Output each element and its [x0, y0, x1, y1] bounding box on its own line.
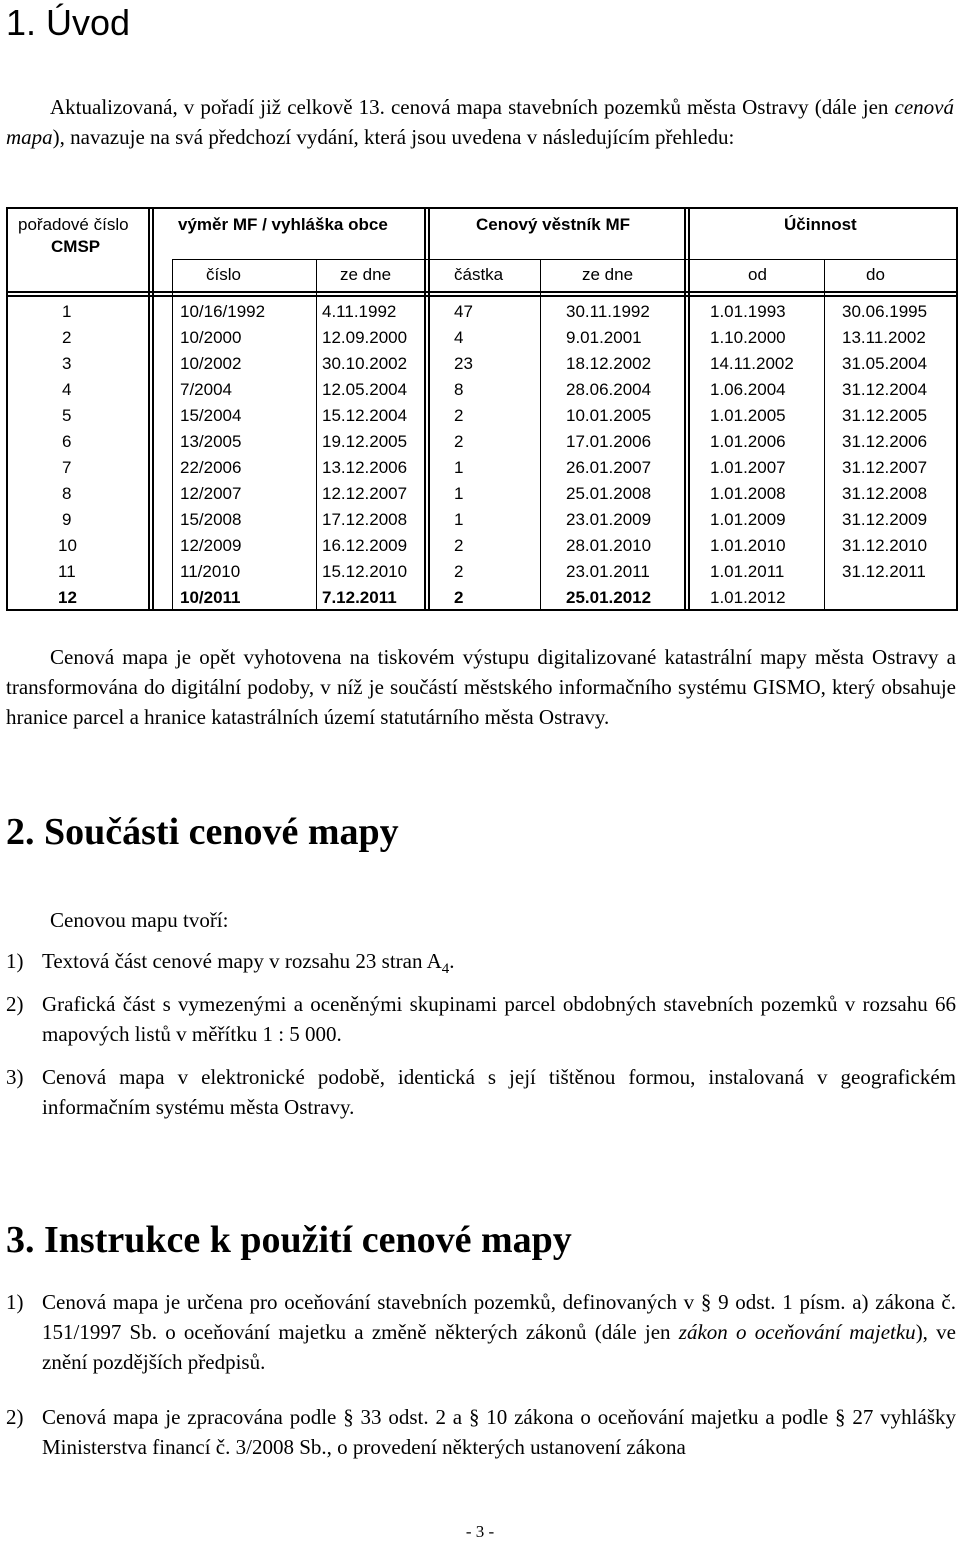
cell-order: 7 — [62, 458, 72, 477]
cell-decree-date: 4.11.1992 — [322, 302, 397, 321]
list-number: 2) — [6, 992, 24, 1016]
cell-order: 1 — [62, 302, 72, 321]
cell-issue: 2 — [454, 536, 464, 555]
cell-decree-number: 22/2006 — [180, 458, 242, 477]
cell-issue: 2 — [454, 588, 464, 607]
cell-issue-date: 23.01.2011 — [566, 562, 650, 581]
cell-decree-number: 10/2002 — [180, 354, 242, 373]
intro-text-1: Aktualizovaná, v pořadí již celkově 13. cenová mapa stavebních pozemků města Ostravy (dále jen — [50, 95, 895, 119]
list-text-main: Cenová mapa je určena pro oceňování stavebních pozemků, definovaných v § 9 odst. 1 písm. a) zákona č. 151/1997 Sb. o oceňování majetku a změně některých zákonů (dále jen — [42, 1290, 956, 1344]
cell-order: 5 — [62, 406, 72, 425]
section-heading-3: 3. Instrukce k použití cenové mapy — [6, 1219, 572, 1261]
gismo-paragraph — [6, 642, 956, 732]
cell-order: 6 — [62, 432, 72, 451]
edition-history-table — [6, 207, 958, 611]
cell-decree-date: 15.12.2004 — [322, 406, 408, 425]
cell-issue: 23 — [454, 354, 473, 373]
cell-issue-date: 25.01.2008 — [566, 484, 652, 503]
subheader-from: od — [748, 265, 767, 284]
cell-decree-number: 10/2011 — [180, 588, 241, 607]
section-heading-2: 2. Součásti cenové mapy — [6, 811, 399, 853]
cell-decree-number: 12/2009 — [180, 536, 242, 555]
cell-valid-from: 1.01.2011 — [710, 562, 785, 581]
cell-valid-to: 31.12.2008 — [842, 484, 928, 503]
table-row — [6, 455, 958, 482]
list-text-italic: zákon o oceňování majetku — [678, 1320, 916, 1344]
list-number: 1) — [6, 1290, 24, 1314]
table-row — [6, 377, 958, 404]
components-lead: Cenovou mapu tvoří: — [50, 908, 229, 932]
cell-decree-number: 10/16/1992 — [180, 302, 266, 321]
list-text-subscript: 4 — [441, 961, 450, 978]
cell-issue: 2 — [454, 562, 464, 581]
subheader-date-2: ze dne — [582, 265, 634, 284]
cell-valid-from: 1.01.2005 — [710, 406, 786, 425]
list-text: Grafická část s vymezenými a oceněnými skupinami parcel obdobných stavebních pozemků v rozsahu 66 mapových listů v měřítku 1 : 5 000. — [42, 992, 956, 1046]
header-cmsp: CMSP — [51, 237, 101, 256]
header-journal: Cenový věstník MF — [476, 215, 630, 234]
cell-valid-to: 31.12.2004 — [842, 380, 928, 399]
page-number: - 3 - — [465, 1522, 495, 1541]
cell-decree-number: 7/2004 — [180, 380, 232, 399]
intro-text-2: ), navazuje na svá předchozí vydání, která jsou uvedena v následujícím přehledu: — [52, 125, 735, 149]
cell-order: 2 — [62, 328, 72, 347]
cell-issue-date: 17.01.2006 — [566, 432, 652, 451]
list-text-tail: . — [449, 949, 455, 973]
cell-order: 4 — [62, 380, 72, 399]
cell-order: 11 — [58, 562, 76, 581]
cell-decree-date: 13.12.2006 — [322, 458, 408, 477]
gismo-text: Cenová mapa je opět vyhotovena na tiskovém výstupu digitalizované katastrální mapy města Ostravy a transformována do digitální podoby, v níž je součástí městského informačního systému GISMO, který obsahuje hranice parcel a hranice katastrálních území statutárního města Ostravy. — [6, 645, 956, 729]
list-item — [6, 989, 956, 1049]
cell-issue-date: 30.11.1992 — [566, 302, 650, 321]
cell-decree-date: 12.09.2000 — [322, 328, 408, 347]
cell-decree-number: 15/2004 — [180, 406, 242, 425]
cell-issue-date: 28.01.2010 — [566, 536, 652, 555]
cell-issue: 8 — [454, 380, 464, 399]
header-order-number: pořadové číslo — [18, 215, 129, 234]
cell-order: 9 — [62, 510, 72, 529]
cell-issue-date: 28.06.2004 — [566, 380, 652, 399]
cell-valid-to: 13.11.2002 — [842, 328, 926, 347]
cell-decree-number: 10/2000 — [180, 328, 242, 347]
table-subheader-divider — [172, 259, 958, 260]
cell-decree-date: 30.10.2002 — [322, 354, 408, 373]
cell-valid-from: 1.01.2009 — [710, 510, 786, 529]
cell-decree-date: 19.12.2005 — [322, 432, 408, 451]
list-text-tail: ), ve znění pozdějších předpisů. — [42, 1320, 956, 1374]
list-item — [6, 1062, 956, 1122]
list-number: 1) — [6, 949, 24, 973]
list-number: 3) — [6, 1065, 24, 1089]
cell-valid-from: 14.11.2002 — [710, 354, 794, 373]
header-decree: výměr MF / vyhláška obce — [178, 215, 388, 234]
cell-decree-date: 12.12.2007 — [322, 484, 408, 503]
cell-valid-from: 1.10.2000 — [710, 328, 786, 347]
header-validity: Účinnost — [784, 215, 857, 234]
table-row — [6, 299, 958, 326]
cell-issue: 2 — [454, 406, 464, 425]
cell-decree-date: 12.05.2004 — [322, 380, 408, 399]
cell-valid-to: 31.12.2011 — [842, 562, 926, 581]
subheader-issue: částka — [454, 265, 504, 284]
list-text: Cenová mapa v elektronické podobě, identická s její tištěnou formou, instalovaná v geografickém informačním systému města Ostravy. — [42, 1065, 956, 1119]
cell-valid-to: 31.05.2004 — [842, 354, 928, 373]
cell-decree-number: 15/2008 — [180, 510, 242, 529]
table-row — [6, 325, 958, 352]
cell-valid-from: 1.01.2012 — [710, 588, 786, 607]
cell-valid-from: 1.01.2006 — [710, 432, 786, 451]
cell-issue: 2 — [454, 432, 464, 451]
list-item — [6, 1402, 956, 1462]
cell-issue-date: 26.01.2007 — [566, 458, 652, 477]
list-number: 2) — [6, 1405, 24, 1429]
cell-valid-from: 1.01.2007 — [710, 458, 786, 477]
cell-order: 10 — [58, 536, 77, 555]
cell-issue: 1 — [454, 510, 464, 529]
cell-decree-date: 15.12.2010 — [322, 562, 408, 581]
cell-order: 12 — [58, 588, 77, 607]
cell-valid-to: 31.12.2006 — [842, 432, 928, 451]
table-row — [6, 507, 958, 534]
table-row — [6, 429, 958, 456]
list-text — [42, 946, 956, 984]
table-row — [6, 585, 958, 612]
section-heading-1: 1. Úvod — [6, 2, 131, 43]
cell-issue: 1 — [454, 458, 464, 477]
cell-issue-date: 9.01.2001 — [566, 328, 642, 347]
cell-issue: 1 — [454, 484, 464, 503]
cell-issue-date: 18.12.2002 — [566, 354, 652, 373]
intro-italic-term: cenová mapa — [6, 95, 954, 149]
cell-valid-to: 31.12.2007 — [842, 458, 928, 477]
cell-issue-date: 25.01.2012 — [566, 588, 652, 607]
cell-decree-number: 13/2005 — [180, 432, 242, 451]
list-text: Cenová mapa je zpracována podle § 33 odst. 2 a § 10 zákona o oceňování majetku a podle § 27 vyhlášky Ministerstva financí č. 3/2008 Sb., o provedení některých ustanovení zákona — [42, 1405, 956, 1459]
intro-paragraph — [6, 92, 954, 152]
cell-decree-number: 11/2010 — [180, 562, 241, 581]
list-text — [42, 1287, 956, 1377]
cell-decree-number: 12/2007 — [180, 484, 242, 503]
subheader-number: číslo — [206, 265, 241, 284]
cell-decree-date: 7.12.2011 — [322, 588, 397, 607]
cell-valid-to: 31.12.2005 — [842, 406, 928, 425]
cell-valid-to: 30.06.1995 — [842, 302, 928, 321]
list-text-main: Textová část cenové mapy v rozsahu 23 stran A — [42, 949, 442, 973]
table-row — [6, 403, 958, 430]
list-item — [6, 946, 956, 984]
subheader-date-1: ze dne — [340, 265, 392, 284]
table-row — [6, 351, 958, 378]
cell-issue-date: 10.01.2005 — [566, 406, 652, 425]
cell-valid-from: 1.01.2010 — [710, 536, 786, 555]
cell-decree-date: 17.12.2008 — [322, 510, 408, 529]
cell-valid-to: 31.12.2010 — [842, 536, 928, 555]
cell-issue: 4 — [454, 328, 464, 347]
cell-decree-date: 16.12.2009 — [322, 536, 408, 555]
cell-valid-from: 1.01.1993 — [710, 302, 786, 321]
cell-valid-to: 31.12.2009 — [842, 510, 928, 529]
cell-order: 8 — [62, 484, 72, 503]
cell-valid-from: 1.01.2008 — [710, 484, 786, 503]
cell-issue: 47 — [454, 302, 473, 321]
table-row — [6, 559, 958, 586]
table-row — [6, 533, 958, 560]
table-row — [6, 481, 958, 508]
list-item — [6, 1287, 956, 1377]
subheader-to: do — [866, 265, 885, 284]
cell-valid-from: 1.06.2004 — [710, 380, 786, 399]
cell-issue-date: 23.01.2009 — [566, 510, 652, 529]
cell-order: 3 — [62, 354, 72, 373]
